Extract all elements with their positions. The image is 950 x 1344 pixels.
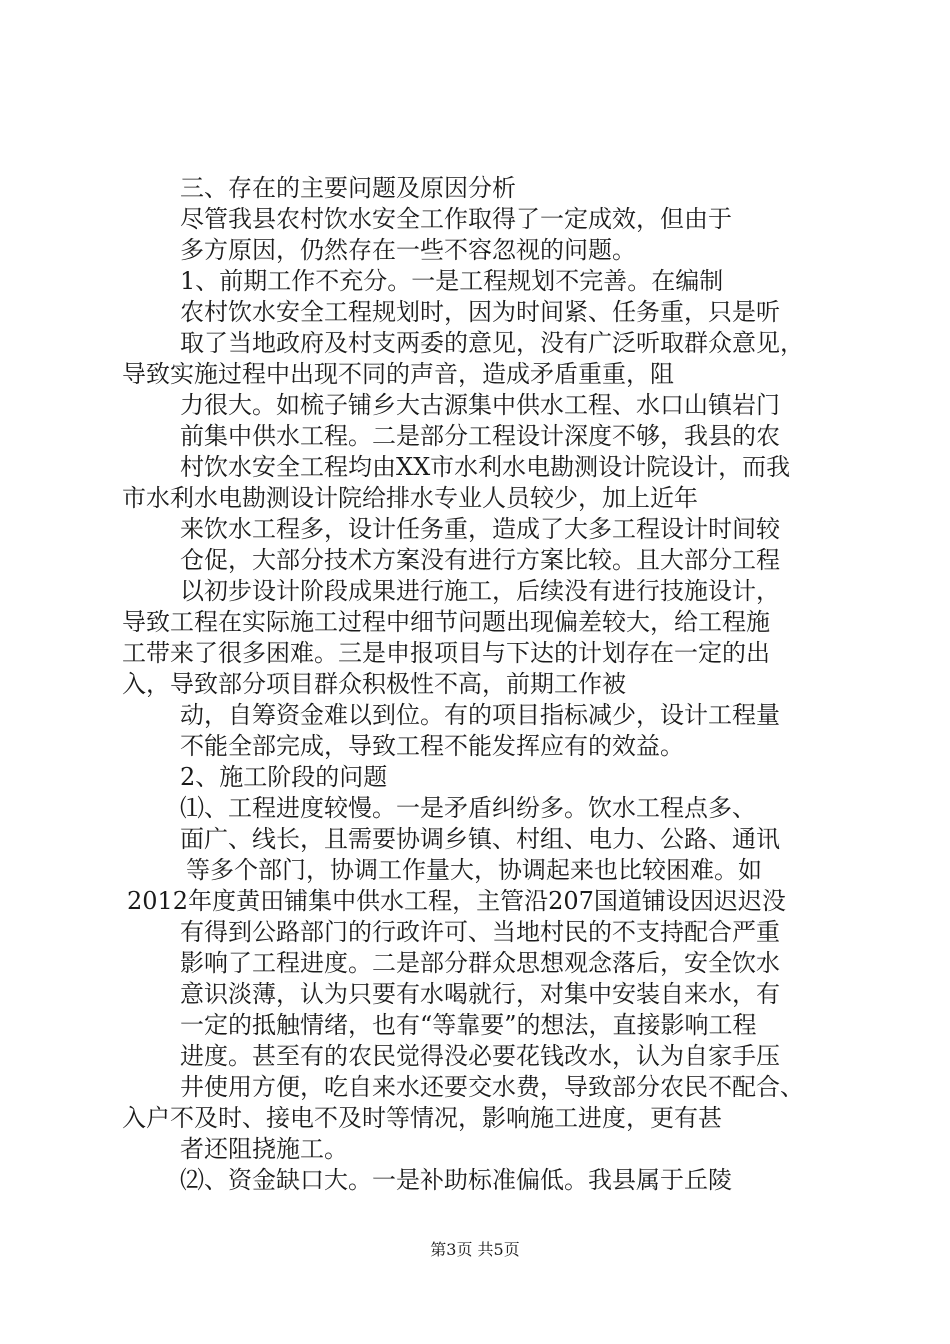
text-line: 取了当地政府及村支两委的意见，没有广泛听取群众意见，: [180, 329, 804, 357]
text-line: 入，导致部分项目群众积极性不高，前期工作被: [122, 670, 626, 698]
text-line: 动，自筹资金难以到位。有的项目指标减少，设计工程量: [180, 701, 780, 729]
text-line: 一定的抵触情绪，也有“等靠要”的想法，直接影响工程: [180, 1011, 757, 1039]
text-line: 1、前期工作不充分。一是工程规划不完善。在编制: [180, 267, 724, 295]
text-line: 进度。甚至有的农民觉得没必要花钱改水，认为自家手压: [180, 1042, 780, 1070]
text-line: 农村饮水安全工程规划时，因为时间紧、任务重，只是听: [180, 298, 780, 326]
text-line: 者还阻挠施工。: [180, 1135, 348, 1163]
text-line: 意识淡薄，认为只要有水喝就行，对集中安装自来水，有: [180, 980, 780, 1008]
text-line: 面广、线长，且需要协调乡镇、村组、电力、公路、通讯: [180, 825, 780, 853]
text-line: 影响了工程进度。二是部分群众思想观念落后，安全饮水: [180, 949, 780, 977]
text-line: 来饮水工程多，设计任务重，造成了大多工程设计时间较: [180, 515, 780, 543]
text-line: 以初步设计阶段成果进行施工，后续没有进行技施设计，: [180, 577, 780, 605]
text-line: 等多个部门，协调工作量大，协调起来也比较困难。如: [186, 856, 762, 884]
text-line: 前集中供水工程。二是部分工程设计深度不够，我县的农: [180, 422, 780, 450]
text-line: 工带来了很多困难。三是申报项目与下达的计划存在一定的出: [122, 639, 770, 667]
text-line: 导致工程在实际施工过程中细节问题出现偏差较大，给工程施: [122, 608, 770, 636]
text-line: 多方原因，仍然存在一些不容忽视的问题。: [180, 236, 636, 264]
text-line: 仓促，大部分技术方案没有进行方案比较。且大部分工程: [180, 546, 780, 574]
text-line: 井使用方便，吃自来水还要交水费，导致部分农民不配合、: [180, 1073, 804, 1101]
text-line: 入户不及时、接电不及时等情况，影响施工进度，更有甚: [122, 1104, 722, 1132]
page-footer: 第3页 共5页: [430, 1240, 520, 1259]
text-line: 2、施工阶段的问题: [180, 763, 388, 791]
text-line: 不能全部完成，导致工程不能发挥应有的效益。: [180, 732, 684, 760]
text-line: 力很大。如梳子铺乡大古源集中供水工程、水口山镇岩门: [180, 391, 780, 419]
text-line: 有得到公路部门的行政许可、当地村民的不支持配合严重: [180, 918, 780, 946]
text-line: 尽管我县农村饮水安全工作取得了一定成效，但由于: [180, 205, 732, 233]
text-line: 市水利水电勘测设计院给排水专业人员较少，加上近年: [122, 484, 698, 512]
text-line: 2012年度黄田铺集中供水工程，主管沿207国道铺设因迟迟没: [127, 887, 786, 915]
text-line: 村饮水安全工程均由XX市水利水电勘测设计院设计，而我: [180, 453, 791, 481]
text-line: ⑴、工程进度较慢。一是矛盾纠纷多。饮水工程点多、: [180, 794, 756, 822]
text-line: 导致实施过程中出现不同的声音，造成矛盾重重，阻: [122, 360, 674, 388]
text-line: 三、存在的主要问题及原因分析: [180, 174, 516, 202]
text-line: ⑵、资金缺口大。一是补助标准偏低。我县属于丘陵: [180, 1166, 732, 1194]
